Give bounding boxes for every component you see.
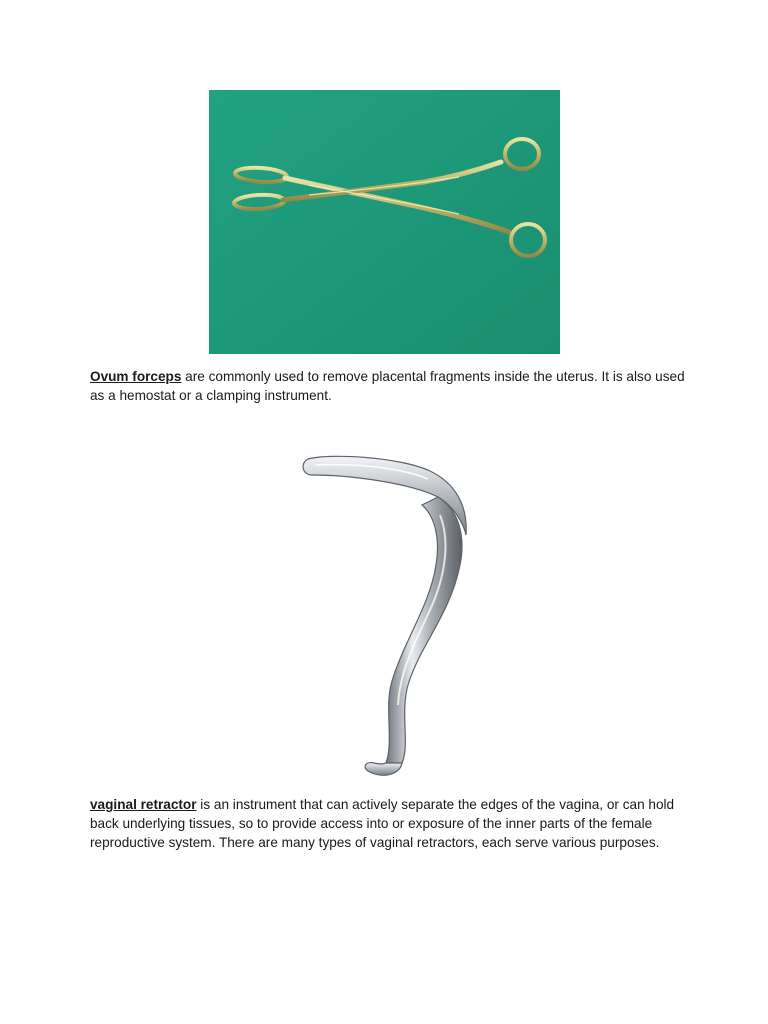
ovum-forceps-term: Ovum forceps (90, 369, 182, 384)
vaginal-retractor-text: is an instrument that can actively separate the edges of the vagina, or can hold back underlying tissues, so to provide access into or exposure of the inner parts of the female reproductive system. There are many types of vaginal retractors, each serve various purposes. (90, 797, 675, 850)
vaginal-retractor-drawing (290, 445, 480, 780)
ovum-forceps-image (209, 90, 560, 354)
vaginal-retractor-term: vaginal retractor (90, 797, 197, 812)
ovum-forceps-text: are commonly used to remove placental fragments inside the uterus. It is also used as a hemostat or a clamping instrument. (90, 369, 685, 403)
vaginal-retractor-description (90, 795, 690, 852)
vaginal-retractor-image (290, 445, 480, 780)
ovum-forceps-photo (209, 90, 560, 354)
ovum-forceps-description (90, 367, 690, 405)
